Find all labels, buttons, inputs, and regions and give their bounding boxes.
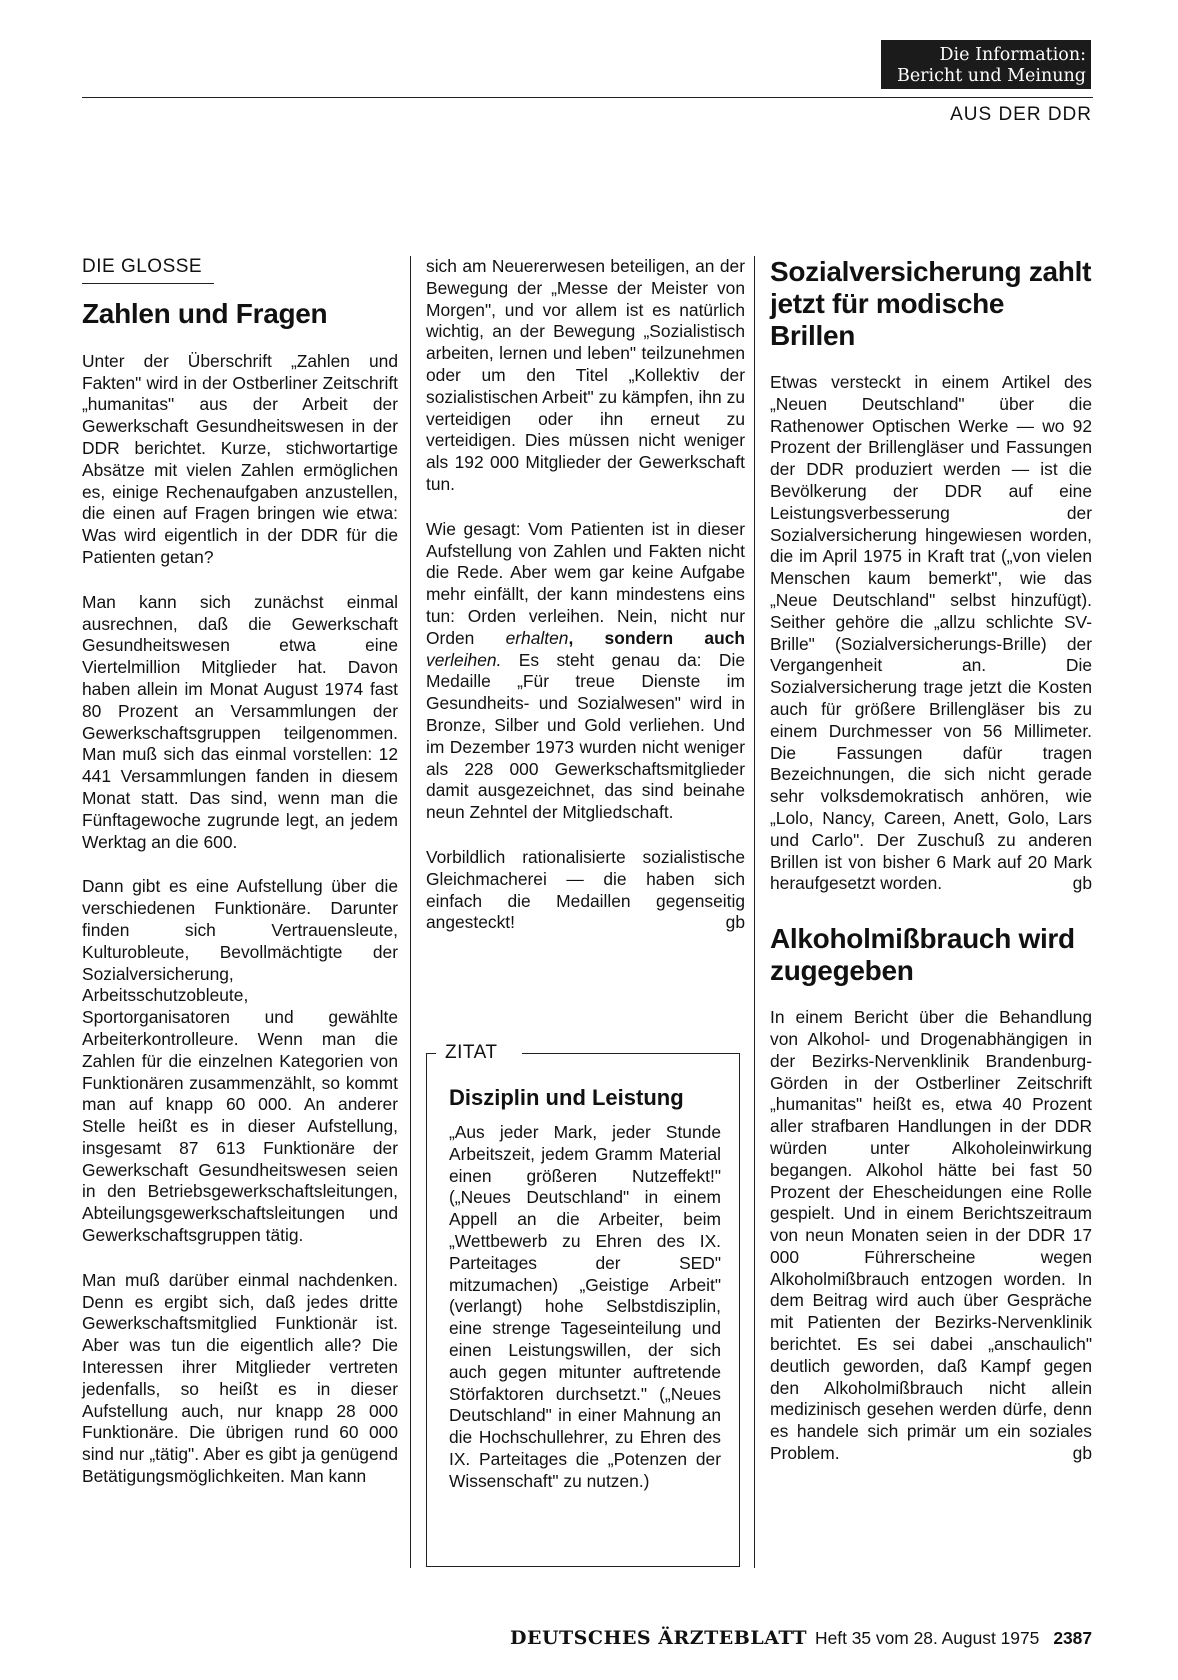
page-footer [430,1627,1092,1649]
glosse-p6-text-c: , sondern auch [568,627,745,648]
zitat-box [426,1042,740,1567]
brillen-text [770,372,1092,895]
alkohol-signature: gb [1072,1443,1092,1464]
glosse-column-1 [82,256,398,1488]
column-rule-1 [410,256,411,1568]
section-label: AUS DER DDR [950,104,1092,125]
zitat-title: Disziplin und Leistung [449,1085,684,1110]
rubric-line-1: Die Information: [939,45,1086,65]
page-number: 2387 [1053,1628,1092,1648]
alkohol-body: In einem Bericht über die Behandlung von Alkohol- und Drogenabhängigen in der Bezirks-Nervenklinik Brandenburg-Görden in der Ostberliner Zeitschrift „humanitas" heißt es, etwa 40 Prozent aller strafbaren Handlungen in der DDR würden unter Alkoholeinwirkung begangen. Alkohol hätte bei fast 50 Prozent der Ehescheidungen eine Rolle gespielt. Und in einem Berichtszeitraum von neun Monaten seien in der DDR 17 000 Führerscheine wegen Alkoholmißbrauch entzogen worden. In dem Beitrag wird auch über Gespräche mit Patienten der Bezirks-Nervenklinik berichtet. Es sei dabei „anschaulich" deutlich geworden, daß Kampf gegen den Alkoholmißbrauch nicht allein medizinisch gesehen werden dürfe, denn es handele sich primär um ein soziales Problem. [770,1007,1092,1464]
glosse-p6-emphasis-2: verleihen. [426,649,502,670]
glosse-closing-text: Vorbildlich rationalisierte sozialistische Gleichmacherei — die haben sich einfach die Medaillen gegenseitig angesteckt! [426,846,745,933]
glosse-paragraph-3: Dann gibt es eine Aufstellung über die verschiedenen Funktionäre. Darunter finden sich Vertrauensleute, Kulturobleute, Bevollmächtigte der Sozialversicherung, Arbeitsschutzobleute, Sportorganisatoren und gewählte Arbeiterkontrolleure. Wenn man die Zahlen für die einzelnen Kategorien von Funktionären zusammenzählt, so kommt man auf knapp 60 000. An anderer Stelle heißt es in dieser Aufstellung, insgesamt 87 613 Funktionäre der Gewerkschaft Gesundheitswesen seien in den Betriebsgewerkschaftsleitungen, Abteilungsgewerkschaftsleitungen und Gewerkschaftsgruppen tätig. [82,876,398,1246]
rubric-box [881,40,1091,89]
issue-info: Heft 35 vom 28. August 1975 [815,1628,1040,1648]
journal-name: DEUTSCHES ÄRZTEBLATT [509,1627,808,1649]
alkohol-title: Alkoholmißbrauch wird zugegeben [770,923,1075,987]
news-column [770,256,1092,1465]
glosse-paragraph-4: Man muß darüber einmal nachdenken. Denn es ergibt sich, daß jedes dritte Gewerkschaftsmitglied Funktionär ist. Aber was tun die eigentlich alle? Die Interessen ihrer Mitglieder vertreten jedenfalls, so heißt es in dieser Aufstellung auch, nur knapp 28 000 Funktionäre. Die übrigen rund 60 000 sind nur „tätig". Aber es gibt ja genügend Betätigungsmöglichkeiten. Man kann [82,1269,398,1487]
glosse-paragraph-7 [426,847,745,934]
glosse-signature: gb [725,912,745,933]
zitat-label: ZITAT [445,1042,498,1063]
brillen-title: Sozialversicherung zahlt jetzt für modische Brillen [770,256,1092,351]
glosse-p6-text-a: Wie gesagt: Vom Patienten ist in dieser Aufstellung von Zahlen und Fakten nicht die Rede. Aber wem gar keine Aufgabe mehr einfällt, der kann mindestens eins tun: Orden verleihen. Nein, nicht nur Orden [426,518,745,648]
glosse-p6-text-e: Es steht genau da: Die Medaille „Für treue Dienste im Gesundheits- und Sozialwesen" wird in Bronze, Silber und Gold verliehen. Und im Dezember 1973 wurden nicht weniger als 228 000 Gewerkschaftsmitglieder damit ausgezeichnet, das sind beinahe neun Zehntel der Mitgliedschaft. [426,649,745,823]
glosse-paragraph-6 [426,519,745,824]
glosse-column-2 [426,256,745,934]
glosse-paragraph-1: Unter der Überschrift „Zahlen und Fakten" wird in der Ostberliner Zeitschrift „humanitas" aus der Arbeit der Gewerkschaft Gesundheitswesen in der DDR berichtet. Kurze, stichwortartige Absätze mit vielen Zahlen ermöglichen es, einige Rechenaufgaben anzustellen, die einen auf Fragen bringen wie etwa: Was wird eigentlich in der DDR für die Patienten getan? [82,350,398,567]
glosse-title: Zahlen und Fragen [82,297,328,329]
glosse-paragraph-2: Man kann sich zunächst einmal ausrechnen, daß die Gewerkschaft Gesundheitswesen etwa eine Viertelmillion Mitglieder hat. Davon haben allein im Monat August 1974 fast 80 Prozent an Versammlungen der Gewerkschaftsgruppen teilgenommen. Man muß sich das einmal vorstellen: 12 441 Versammlungen fanden in diesem Monat statt. Das sind, wenn man die Fünftagewoche zugrunde legt, an jedem Werktag an die 600. [82,591,398,852]
glosse-p6-emphasis-1: erhalten [505,627,569,648]
rubric-line-2: Bericht und Meinung [896,66,1086,86]
glosse-kicker: DIE GLOSSE [82,256,214,284]
zitat-frame-top-left [426,1053,436,1054]
header-rule [82,97,1093,98]
alkohol-text [770,1007,1092,1465]
zitat-text: „Aus jeder Mark, jeder Stunde Arbeitszeit, jedem Gramm Material einen größeren Nutzeffekt!" („Neues Deutschland" in einem Appell an die Arbeiter, beim „Wettbewerb zu Ehren des IX. Parteitages der SED" mitzumachen) „Geistige Arbeit" (verlangt) hohe Selbstdisziplin, eine strenge Tageseinteilung und einen Leistungswillen, der sich auch gegen mitunter auftretende Störfaktoren durchsetzt." („Neues Deutschland" in einer Mahnung an die Hochschullehrer, zu Ehren des IX. Parteitages die „Potenzen der Wissenschaft" zu nutzen.) [449,1122,721,1491]
brillen-signature: gb [1072,873,1092,894]
zitat-frame-top-right [522,1053,740,1054]
glosse-paragraph-5: sich am Neuererwesen beteiligen, an der Bewegung der „Messe der Meister von Morgen", und vor allem ist es natürlich wichtig, an der Bewegung „Sozialistisch arbeiten, lernen und leben" teilzunehmen oder um den Titel „Kollektiv der sozialistischen Arbeit" zu kämpfen, ihn zu verteidigen oder ihn erneut zu verteidigen. Dies müssen nicht weniger als 192 000 Mitglieder der Gewerkschaft tun. [426,256,745,494]
column-rule-2 [754,256,755,1568]
brillen-body: Etwas versteckt in einem Artikel des „Neuen Deutschland" über die Rathenower Optischen Werke — wo 92 Prozent der Brillengläser und Fassungen der DDR produziert werden — ist die Bevölkerung der DDR auf eine Leistungsverbesserung der Sozialversicherung hingewiesen worden, die im April 1975 in Kraft trat („von vielen Menschen kaum bemerkt", wie das „Neue Deutschland" selbst hinzufügt). Seither gehöre die „allzu schlichte SV-Brille" (Sozialversicherungs-Brille) der Vergangenheit an. Die Sozialversicherung trage jetzt die Kosten auch für größere Brillengläser bis zu einem Durchmesser von 56 Millimeter. Die Fassungen dafür tragen Bezeichnungen, die sich nicht gerade sehr volksdemokratisch anhören, wie „Lolo, Nancy, Careen, Anett, Golo, Lars und Carlo". Der Zuschuß zu anderen Brillen ist von bisher 6 Mark auf 20 Mark heraufgesetzt worden. [770,372,1092,894]
